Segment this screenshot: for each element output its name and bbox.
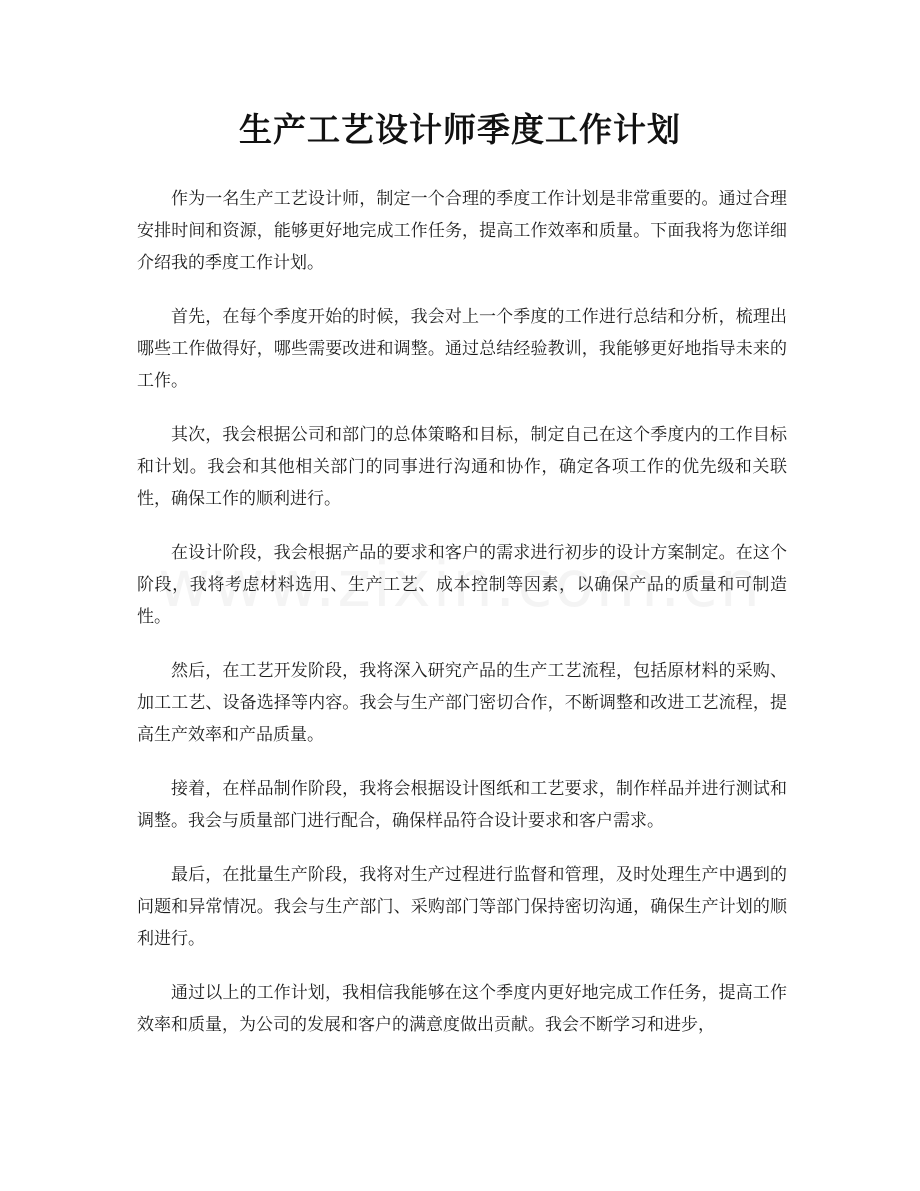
- paragraph-design-phase: 在设计阶段，我会根据产品的要求和客户的需求进行初步的设计方案制定。在这个阶段，我将考虑材料选用、生产工艺、成本控制等因素，以确保产品的质量和可制造性。: [137, 543, 787, 627]
- paragraph-conclusion: 通过以上的工作计划，我相信我能够在这个季度内更好地完成工作任务，提高工作效率和质量，为公司的发展和客户的满意度做出贡献。我会不断学习和进步，: [137, 983, 787, 1035]
- document-body: [137, 183, 787, 1063]
- paragraph-intro: 作为一名生产工艺设计师，制定一个合理的季度工作计划是非常重要的。通过合理安排时间和资源，能够更好地完成工作任务，提高工作效率和质量。下面我将为您详细介绍我的季度工作计划。: [137, 189, 787, 273]
- paragraph-process-development: 然后，在工艺开发阶段，我将深入研究产品的生产工艺流程，包括原材料的采购、加工工艺、设备选择等内容。我会与生产部门密切合作，不断调整和改进工艺流程，提高生产效率和产品质量。: [137, 661, 787, 745]
- paragraph-sample-making: 接着，在样品制作阶段，我将会根据设计图纸和工艺要求，制作样品并进行测试和调整。我会与质量部门进行配合，确保样品符合设计要求和客户需求。: [137, 779, 787, 831]
- paragraph-first: 首先，在每个季度开始的时候，我会对上一个季度的工作进行总结和分析，梳理出哪些工作做得好，哪些需要改进和调整。通过总结经验教训，我能够更好地指导未来的工作。: [137, 307, 787, 391]
- document-title: 生产工艺设计师季度工作计划: [239, 110, 681, 149]
- paragraph-second: 其次，我会根据公司和部门的总体策略和目标，制定自己在这个季度内的工作目标和计划。我会和其他相关部门的同事进行沟通和协作，确定各项工作的优先级和关联性，确保工作的顺利进行。: [137, 425, 787, 509]
- paragraph-mass-production: 最后，在批量生产阶段，我将对生产过程进行监督和管理，及时处理生产中遇到的问题和异常情况。我会与生产部门、采购部门等部门保持密切沟通，确保生产计划的顺利进行。: [137, 865, 787, 949]
